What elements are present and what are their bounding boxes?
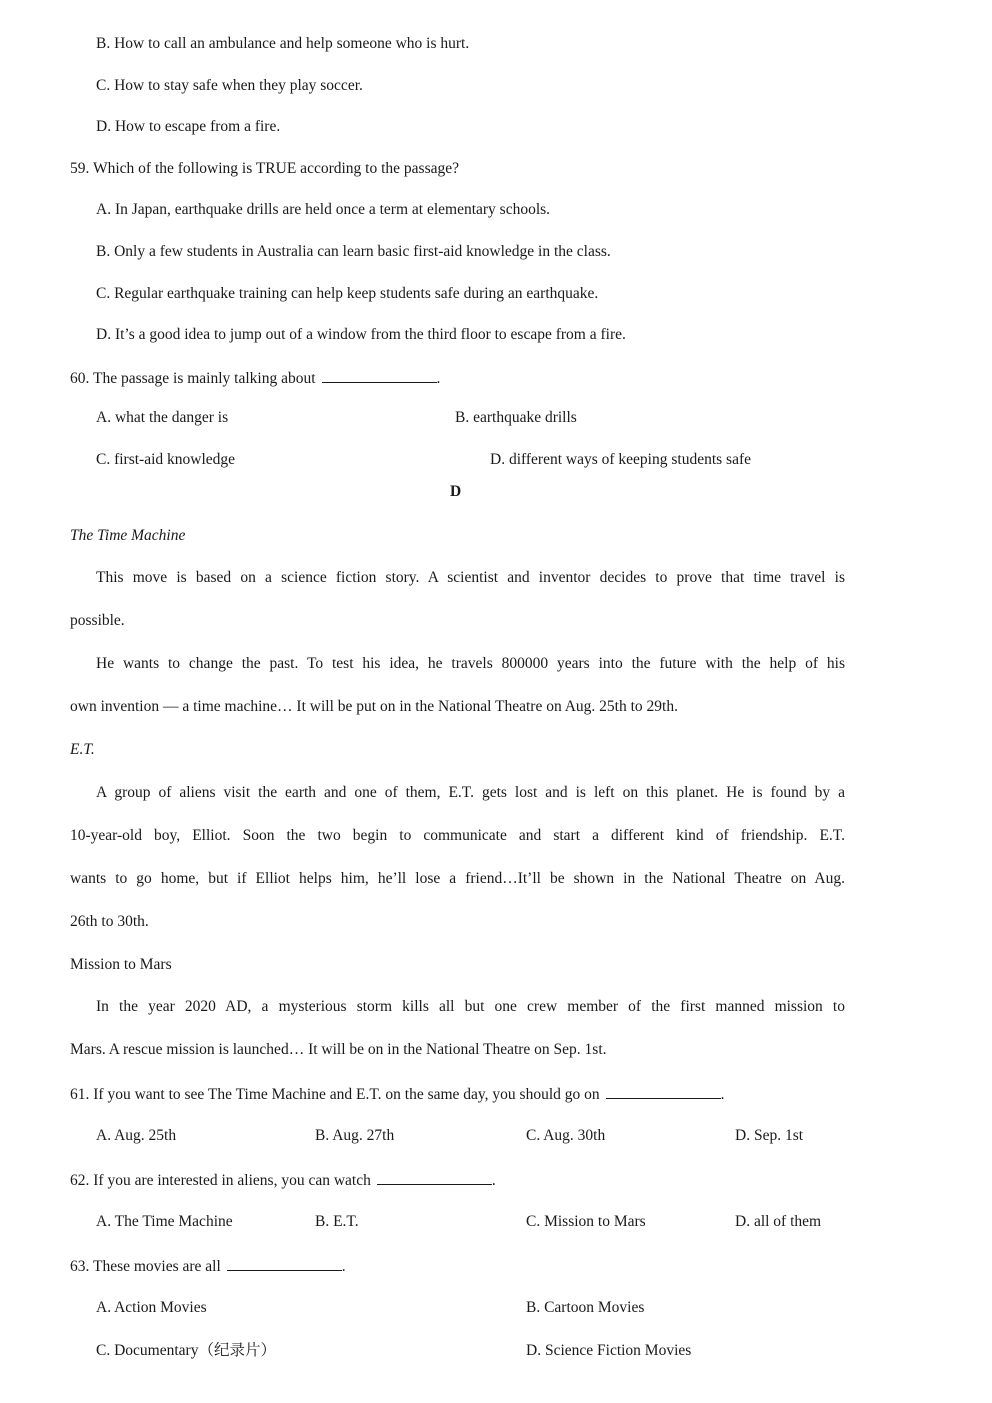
time-machine-p1-line1: This move is based on a science fiction story. A scientist and inventor decides to prove that time travel is: [96, 569, 845, 586]
mission-to-mars-title: Mission to Mars: [70, 956, 172, 973]
q60-option-d: D. different ways of keeping students safe: [490, 451, 751, 468]
q63-answer-blank: [227, 1255, 342, 1271]
q60-question: [70, 367, 440, 389]
q59-option-c: C. Regular earthquake training can help keep students safe during an earthquake.: [96, 285, 599, 302]
q60-option-a: A. what the danger is: [96, 409, 229, 426]
q58-option-b: B. How to call an ambulance and help someone who is hurt.: [96, 35, 470, 52]
q62-option-a: A. The Time Machine: [96, 1213, 233, 1230]
q60-option-c: C. first-aid knowledge: [96, 451, 236, 468]
q62-answer-blank: [377, 1169, 492, 1185]
q59-option-b: B. Only a few students in Australia can learn basic first-aid knowledge in the class.: [96, 243, 611, 260]
q63-period: .: [341, 1258, 346, 1275]
q62-option-b: B. E.T.: [315, 1213, 359, 1230]
et-line1: A group of aliens visit the earth and one of them, E.T. gets lost and is left on this planet. He is found by a: [96, 784, 845, 801]
q60-option-b: B. earthquake drills: [455, 409, 577, 426]
q60-answer-blank: [322, 367, 437, 383]
q61-option-c: C. Aug. 30th: [526, 1127, 606, 1144]
time-machine-title: The Time Machine: [70, 527, 186, 544]
q62-question: [70, 1169, 496, 1191]
q59-option-a: A. In Japan, earthquake drills are held once a term at elementary schools.: [96, 201, 551, 218]
mars-line2: Mars. A rescue mission is launched… It will be on in the National Theatre on Sep. 1st.: [70, 1041, 607, 1058]
mars-line1: In the year 2020 AD, a mysterious storm kills all but one crew member of the first manned mission to: [96, 998, 845, 1015]
q63-option-c: C. Documentary（纪录片）: [96, 1342, 276, 1359]
q61-answer-blank: [606, 1083, 721, 1099]
q61-stem: 61. If you want to see The Time Machine and E.T. on the same day, you should go on: [70, 1086, 600, 1103]
q61-option-a: A. Aug. 25th: [96, 1127, 177, 1144]
q59-stem: 59. Which of the following is TRUE according to the passage?: [70, 160, 459, 177]
q62-option-d: D. all of them: [735, 1213, 822, 1230]
q61-question: [70, 1083, 725, 1105]
q62-period: .: [491, 1172, 496, 1189]
time-machine-p2-line2: own invention — a time machine… It will be put on in the National Theatre on Aug. 25th to 29th.: [70, 698, 678, 715]
q61-period: .: [720, 1086, 725, 1103]
q63-question: [70, 1255, 346, 1277]
et-line2: 10-year-old boy, Elliot. Soon the two begin to communicate and start a different kind of friendship. E.T.: [70, 827, 845, 844]
et-title: E.T.: [70, 741, 95, 758]
q63-option-d: D. Science Fiction Movies: [526, 1342, 692, 1359]
q61-option-b: B. Aug. 27th: [315, 1127, 395, 1144]
q63-option-a: A. Action Movies: [96, 1299, 207, 1316]
time-machine-p2-line1: He wants to change the past. To test his idea, he travels 800000 years into the future with the help of his: [96, 655, 845, 672]
q63-stem: 63. These movies are all: [70, 1258, 221, 1275]
section-letter-d: D: [450, 483, 462, 500]
q63-option-b: B. Cartoon Movies: [526, 1299, 645, 1316]
et-line3: wants to go home, but if Elliot helps him, he’ll lose a friend…It’ll be shown in the National Theatre on Aug.: [70, 870, 845, 887]
q62-stem: 62. If you are interested in aliens, you can watch: [70, 1172, 371, 1189]
et-line4: 26th to 30th.: [70, 913, 149, 930]
q60-period: .: [436, 370, 441, 387]
q61-option-d: D. Sep. 1st: [735, 1127, 804, 1144]
q58-option-c: C. How to stay safe when they play soccer.: [96, 77, 363, 94]
time-machine-p1-line2: possible.: [70, 612, 125, 629]
q62-option-c: C. Mission to Mars: [526, 1213, 646, 1230]
q60-stem: 60. The passage is mainly talking about: [70, 370, 316, 387]
q58-option-d: D. How to escape from a fire.: [96, 118, 281, 135]
q59-option-d: D. It’s a good idea to jump out of a window from the third floor to escape from a fire.: [96, 326, 626, 343]
